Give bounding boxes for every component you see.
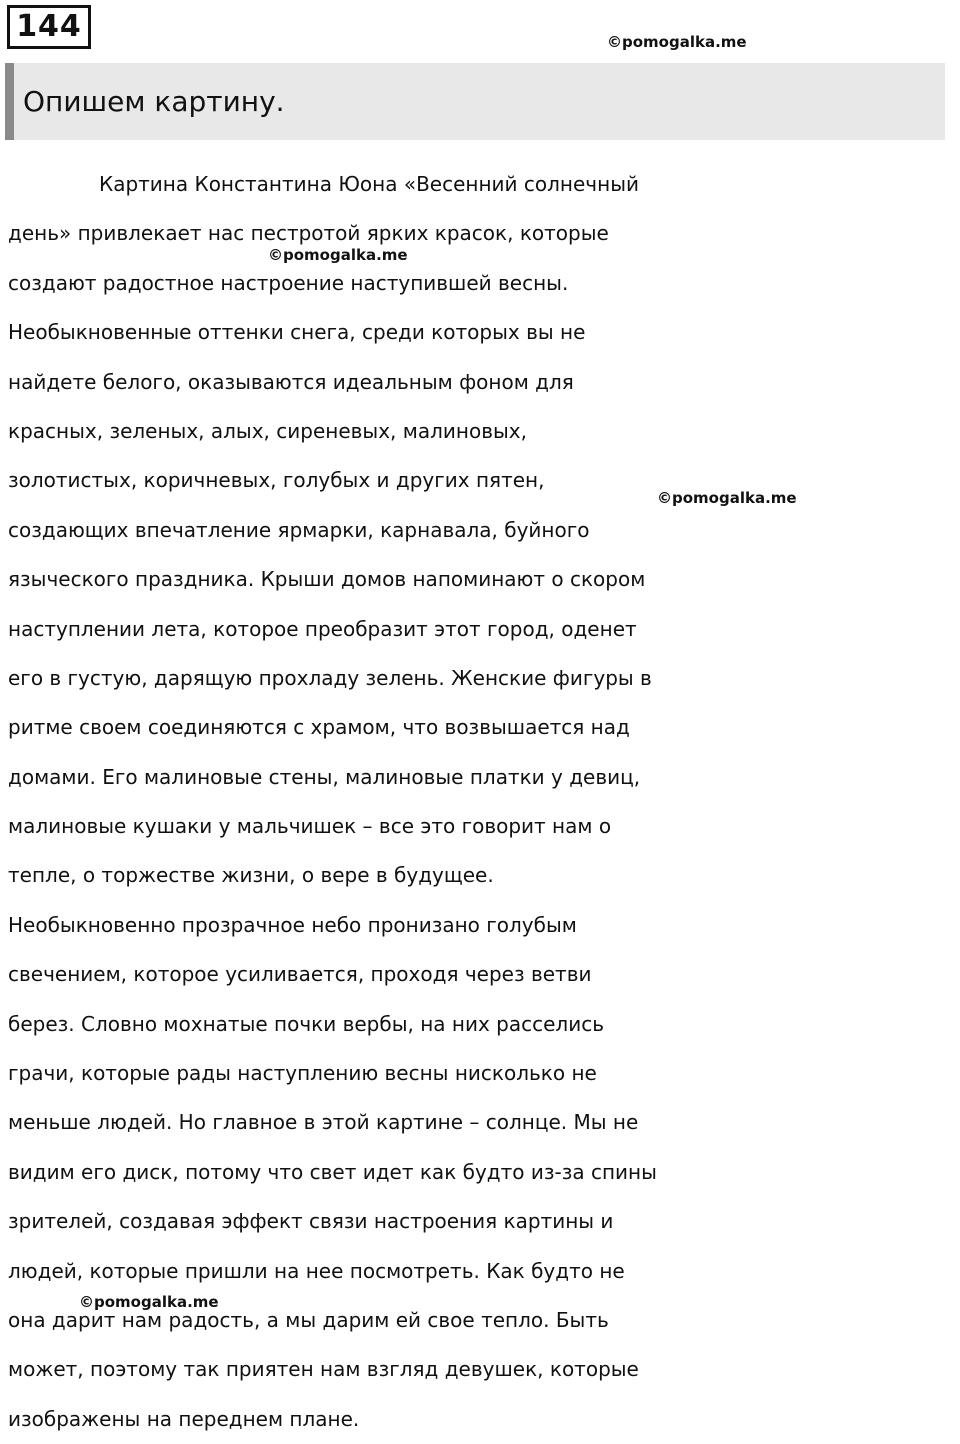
essay-line: изображены на переднем плане. — [8, 1406, 360, 1431]
task-header — [5, 63, 945, 140]
essay-line: меньше людей. Но главное в этой картине – солнце. Мы не — [8, 1110, 639, 1135]
essay-line: золотистых, коричневых, голубых и других пятен, — [8, 468, 545, 493]
watermark-overlay: ©pomogalka.me — [268, 246, 408, 264]
watermark-overlay: ©pomogalka.me — [79, 1293, 219, 1311]
essay-line: свечением, которое усиливается, проходя через ветви — [8, 962, 592, 987]
essay-text — [8, 160, 960, 1444]
essay-line: тепле, о торжестве жизни, о вере в будущее. — [8, 863, 494, 888]
essay-line: день» привлекает нас пестротой ярких красок, которые — [8, 221, 609, 246]
essay-line: найдете белого, оказываются идеальным фоном для — [8, 369, 574, 394]
exercise-number: 144 — [7, 5, 91, 49]
essay-line: Картина Константина Юона «Весенний солнечный — [99, 172, 639, 196]
essay-line: берез. Словно мохнатые почки вербы, на них расселись — [8, 1011, 604, 1036]
essay-line: наступлении лета, которое преобразит этот город, оденет — [8, 616, 637, 641]
essay-line: домами. Его малиновые стены, малиновые платки у девиц, — [8, 764, 641, 789]
essay-line: грачи, которые рады наступлению весны нисколько не — [8, 1061, 597, 1086]
essay-line: она дарит нам радость, а мы дарим ей свое тепло. Быть — [8, 1307, 609, 1332]
essay-line: малиновые кушаки у мальчишек – все это говорит нам о — [8, 814, 612, 839]
essay-line: может, поэтому так приятен нам взгляд девушек, которые — [8, 1357, 639, 1382]
essay-line: зрителей, создавая эффект связи настроения картины и — [8, 1209, 614, 1234]
essay-line: красных, зеленых, алых, сиреневых, малиновых, — [8, 418, 527, 443]
essay-line: его в густую, дарящую прохладу зелень. Женские фигуры в — [8, 665, 652, 690]
essay-line: видим его диск, потому что свет идет как будто из-за спины — [8, 1159, 657, 1184]
task-title: Опишем картину. — [23, 85, 285, 118]
essay-line: создают радостное настроение наступившей весны. — [8, 270, 569, 295]
essay-line: Необыкновенно прозрачное небо пронизано голубым — [8, 912, 577, 937]
essay-line: Необыкновенные оттенки снега, среди которых вы не — [8, 320, 586, 345]
essay-line: людей, которые пришли на нее посмотреть. Как будто не — [8, 1258, 625, 1283]
watermark-top: ©pomogalka.me — [607, 33, 747, 51]
essay-line: создающих впечатление ярмарки, карнавала, буйного — [8, 517, 590, 542]
watermark-overlay: ©pomogalka.me — [657, 489, 797, 507]
essay-line: языческого праздника. Крыши домов напоминают о скором — [8, 567, 646, 592]
essay-line: ритме своем соединяются с храмом, что возвышается над — [8, 715, 630, 740]
task-header-accent — [5, 63, 14, 140]
